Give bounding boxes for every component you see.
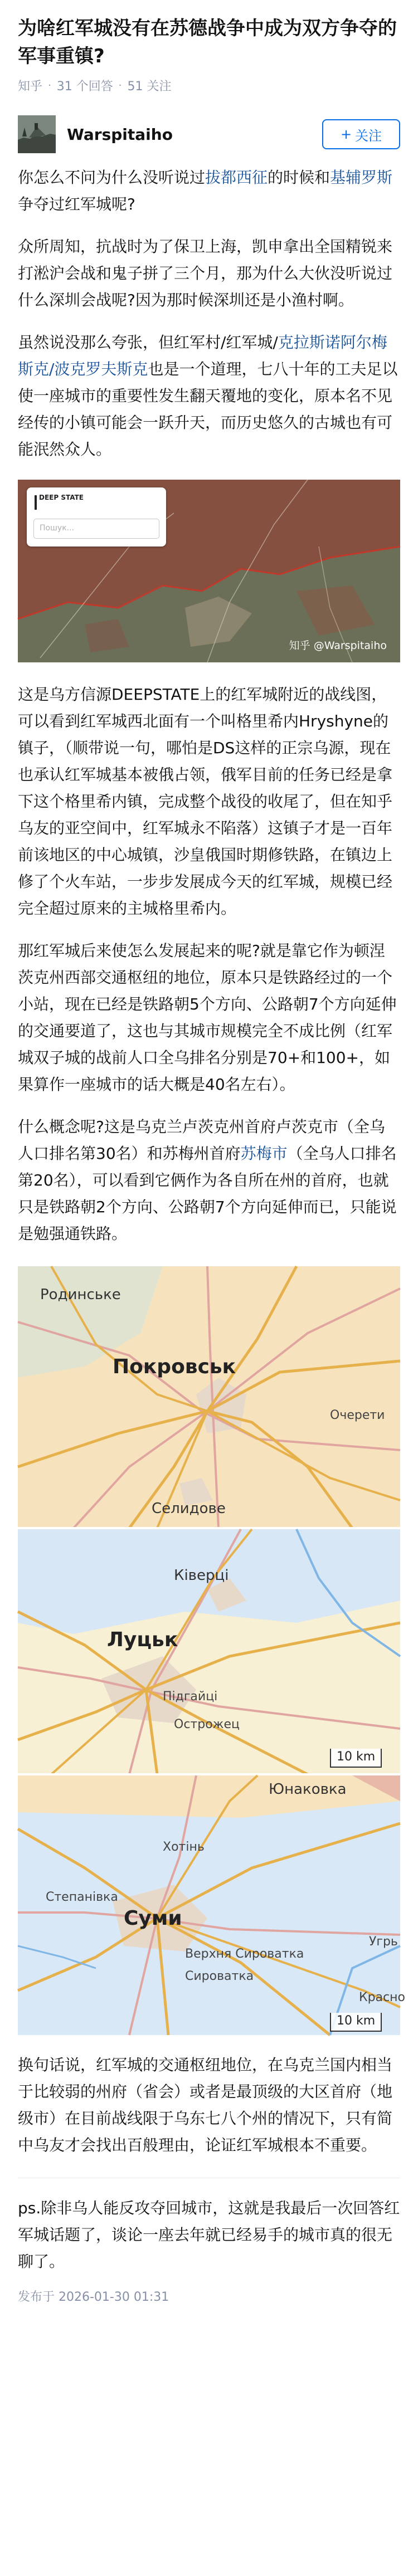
- paragraph-6: [18, 1114, 400, 1247]
- paragraph-text: （全乌人口排名第20名），可以看到它俩作为各自所在州的首府，也就只是铁路朝2个方向、公路朝7个方向延伸而已，只能说是勉强通铁路。: [18, 1144, 397, 1243]
- map-town-label: Красно: [359, 1990, 406, 2004]
- map-town-label: Хотінь: [163, 1840, 205, 1854]
- deepstate-map-image[interactable]: [18, 480, 400, 662]
- map-scale-label: 10 km: [330, 2013, 382, 2032]
- link-sumy[interactable]: 苏梅市: [240, 1144, 288, 1163]
- paragraph-text: 也是一个道理，七八十年的工夫足以使一座城市的重要性发生翻天覆地的变化，原本名不见经传的小镇可能会一跃升天，而历史悠久的古城也有可能泯然众人。: [18, 360, 398, 458]
- paragraph-text: 什么概念呢?这是乌克兰卢茨克州首府卢茨克市（全乌人口排名第30名）和苏梅州首府: [18, 1118, 385, 1163]
- meta-separator: ·: [48, 80, 51, 91]
- question-header: [0, 0, 418, 94]
- paragraph-1: [18, 164, 400, 218]
- map-town-label: Угрь: [369, 1935, 398, 1949]
- question-meta: [18, 77, 400, 94]
- map-town-label: Острожец: [174, 1718, 240, 1731]
- follow-button[interactable]: [322, 119, 400, 149]
- question-title[interactable]: 为啥红军城没有在苏德战争中成为双方争夺的军事重镇?: [18, 17, 397, 67]
- author-name[interactable]: Warspitaiho: [67, 125, 173, 144]
- paragraph-2: 众所周知，抗战时为了保卫上海，凯申拿出全国精锐来打淞沪会战和鬼子拼了三个月，那为什么大伙没听说过什么深圳会战呢?因为那时候深圳还是小渔村啊。: [18, 237, 393, 309]
- map-town-label: Верхня Сироватка: [185, 1947, 304, 1961]
- map-town-label: Підгайці: [163, 1690, 218, 1704]
- map-town-label: Селидове: [152, 1500, 226, 1517]
- paragraph-5: 那红军城后来使怎么发展起来的呢?就是靠它作为顿涅茨克州西部交通枢纽的地位，原本只是铁路经过的一个小站，现在已经是铁路朝5个方向、公路朝7个方向延伸的交通要道了，这也与其城市规模完全不成比例（红军城双子城的战前人口全乌排名分别是70+和100+，如果算作一座城市的话大概是40名左右）。: [18, 941, 397, 1094]
- map-town-label: Степанівка: [46, 1890, 118, 1904]
- plus-icon: +: [340, 126, 352, 142]
- paragraph-text: 你怎么不问为什么没听说过: [18, 168, 206, 187]
- map-town-label: Очерети: [330, 1408, 385, 1422]
- avatar[interactable]: [18, 115, 56, 153]
- source-label: 知乎: [18, 80, 43, 94]
- link-batu-campaign[interactable]: 拔都西征: [205, 168, 268, 187]
- paragraph-7: 换句话说，红军城的交通枢纽地位，在乌克兰国内相当于比较弱的州府（省会）或者是最顶级的大区首府（地级市）在目前战线限于乌东七八个州的情况下，只有简中乌友才会找出百般理由，论证红军城根本不重要。: [18, 2056, 393, 2154]
- deepstate-search-input[interactable]: Пошук...: [33, 519, 159, 539]
- map-city-label-pokrovsk: Покровськ: [113, 1355, 236, 1378]
- paragraph-text: 虽然说没那么夸张，但红军村/红军城/: [18, 333, 278, 352]
- avatar-image-icon: [18, 115, 56, 153]
- meta-separator: ·: [118, 80, 122, 91]
- link-kievan-rus[interactable]: 基辅罗斯: [330, 168, 393, 187]
- paragraph-text: 争夺过红军城呢?: [18, 195, 135, 213]
- link-pokrovsk[interactable]: 克拉斯诺阿尔梅斯克/波克罗夫斯克: [18, 333, 387, 378]
- deepstate-logo-text: DEEP STATE: [39, 494, 84, 501]
- paragraph-8: ps.除非乌人能反攻夺回城市，这就是我最后一次回答红军城话题了，谈论一座去年就已经易手的城市真的很无聊了。: [18, 2199, 400, 2271]
- map-town-label: Сироватка: [185, 1969, 254, 1983]
- comparison-maps-graphic: [18, 1266, 400, 2035]
- map-city-label-lutsk: Луцьк: [107, 1628, 178, 1651]
- paragraph-3: [18, 329, 400, 463]
- map-scale-label: 10 km: [330, 1749, 382, 1768]
- map-town-label: Родинське: [40, 1286, 121, 1303]
- answer-content: [0, 164, 418, 2275]
- comparison-maps-image[interactable]: [18, 1266, 406, 2035]
- author-row: [0, 94, 418, 155]
- paragraph-text: 的时候和: [268, 168, 330, 187]
- publish-footer: [0, 2275, 418, 2305]
- follower-count: 51 关注: [127, 80, 172, 94]
- paragraph-4: 这是乌方信源DEEPSTATE上的红军城附近的战线图，可以看到红军城西北面有一个叫格里希内Hryshyne的镇子，（顺带说一句，哪怕是DS这样的正宗乌源，现在也承认红军城基本被俄占领，俄军目前的任务已经是拿下这个格里希内镇，完成整个战役的收尾了，但在知乎乌友的亚空间中，红军城永不陷落）这镇子才是一百年前该地区的中心城镇，沙皇俄国时期修铁路，在镇边上修了个火车站，一步步发展成今天的红军城，规模已经完全超过原来的主城格里希内。: [18, 685, 393, 918]
- publish-time: 发布于 2026-01-30 01:31: [18, 2290, 169, 2304]
- map-town-label: Ківерці: [174, 1567, 229, 1584]
- follow-button-label: 关注: [355, 128, 382, 144]
- deepstate-card: [27, 487, 166, 547]
- map-town-label: Юнаковка: [269, 1781, 347, 1798]
- answer-count[interactable]: 31 个回答: [56, 80, 113, 94]
- image-watermark: 知乎 @Warspitaiho: [289, 640, 387, 652]
- map-city-label-sumy: Суми: [124, 1907, 182, 1930]
